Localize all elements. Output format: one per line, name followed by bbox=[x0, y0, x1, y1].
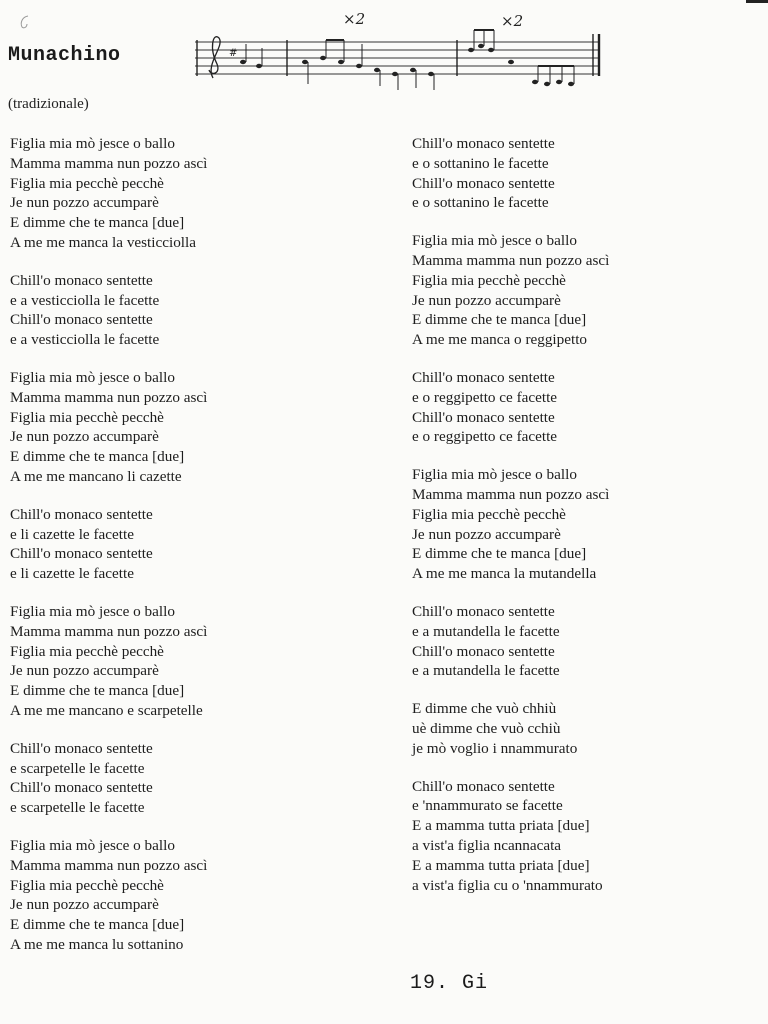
lyric-line: Chill'o monaco sentette bbox=[412, 174, 555, 192]
lyric-line: Chill'o monaco sentette bbox=[412, 135, 555, 152]
repeat-mark: ×2 bbox=[501, 12, 524, 30]
lyric-line: Mamma mamma nun pozzo ascì bbox=[412, 485, 610, 503]
lyric-line: e scarpetelle le facette bbox=[10, 759, 145, 777]
lyric-line: E dimme che te manca [due] bbox=[412, 311, 587, 329]
lyric-line: Je nun pozzo accumparè bbox=[10, 194, 159, 212]
lyric-line: e a vesticciolla le facette bbox=[10, 331, 160, 349]
lyric-line: e o reggipetto ce facette bbox=[412, 388, 558, 406]
lyric-line: Je nun pozzo accumparè bbox=[10, 662, 159, 680]
lyric-line: A me me mancano e scarpetelle bbox=[10, 701, 203, 719]
lyric-line: Figlia mia mò jesce o ballo bbox=[412, 232, 577, 250]
lyric-line: E dimme che te manca [due] bbox=[10, 916, 185, 934]
lyric-line: Figlia mia pecchè pecchè bbox=[10, 408, 164, 426]
stanza bbox=[10, 602, 380, 721]
lyric-line: Chill'o monaco sentette bbox=[10, 739, 153, 757]
lyric-line: Figlia mia mò jesce o ballo bbox=[10, 135, 175, 152]
lyric-line: e o sottanino le facette bbox=[412, 154, 549, 172]
lyric-line: E a mamma tutta priata [due] bbox=[412, 856, 590, 874]
lyric-line: Chill'o monaco sentette bbox=[10, 779, 153, 797]
stanza bbox=[412, 134, 768, 213]
pencil-mark-icon bbox=[18, 14, 32, 30]
lyric-line: Je nun pozzo accumparè bbox=[10, 428, 159, 446]
lyric-line: je mò voglio i nnammurato bbox=[412, 739, 578, 757]
lyric-line: Figlia mia mò jesce o ballo bbox=[10, 836, 175, 854]
lyric-line: Je nun pozzo accumparè bbox=[412, 291, 561, 309]
lyric-line: E dimme che te manca [due] bbox=[412, 545, 587, 563]
lyric-line: Mamma mamma nun pozzo ascì bbox=[10, 622, 208, 640]
svg-text:#: # bbox=[229, 48, 238, 59]
page-number: 19. Gi bbox=[410, 972, 489, 995]
lyric-line: Chill'o monaco sentette bbox=[412, 642, 555, 660]
lyric-line: e o sottanino le facette bbox=[412, 194, 549, 212]
lyric-line: E dimme che te manca [due] bbox=[10, 682, 185, 700]
lyric-line: e li cazette le facette bbox=[10, 525, 134, 543]
lyric-line: a vist'a figlia ncannacata bbox=[412, 836, 562, 854]
lyric-line: e 'nnammurato se facette bbox=[412, 797, 563, 815]
corner-rule bbox=[746, 0, 768, 3]
lyric-line: A me me manca la mutandella bbox=[412, 565, 597, 583]
lyric-line: Chill'o monaco sentette bbox=[412, 408, 555, 426]
stanza bbox=[412, 231, 768, 350]
lyric-line: Figlia mia pecchè pecchè bbox=[10, 174, 164, 192]
lyric-line: Mamma mamma nun pozzo ascì bbox=[10, 388, 208, 406]
lyric-line: Figlia mia pecchè pecchè bbox=[10, 642, 164, 660]
lyric-line: Chill'o monaco sentette bbox=[412, 777, 555, 795]
lyrics-column-right bbox=[412, 134, 768, 913]
lyric-line: E dimme che te manca [due] bbox=[10, 448, 185, 466]
lyric-line: e o reggipetto ce facette bbox=[412, 428, 558, 446]
lyric-line: Chill'o monaco sentette bbox=[10, 311, 153, 329]
lyric-line: Chill'o monaco sentette bbox=[10, 271, 153, 289]
stanza bbox=[412, 465, 768, 584]
lyric-line: e a vesticciolla le facette bbox=[10, 291, 160, 309]
song-subtitle: (tradizionale) bbox=[8, 96, 89, 112]
lyric-line: Mamma mamma nun pozzo ascì bbox=[412, 251, 610, 269]
lyric-line: A me me mancano li cazette bbox=[10, 467, 182, 485]
stanza bbox=[412, 699, 768, 758]
lyric-line: e li cazette le facette bbox=[10, 565, 134, 583]
lyric-line: e a mutandella le facette bbox=[412, 622, 560, 640]
lyric-line: A me me manca o reggipetto bbox=[412, 331, 588, 349]
music-staff bbox=[195, 4, 615, 100]
lyric-line: Figlia mia mò jesce o ballo bbox=[10, 602, 175, 620]
stanza bbox=[412, 777, 768, 896]
stanza bbox=[10, 836, 380, 955]
lyric-line: Chill'o monaco sentette bbox=[412, 368, 555, 386]
stanza bbox=[10, 739, 380, 818]
lyric-line: Figlia mia mò jesce o ballo bbox=[412, 466, 577, 484]
lyric-line: Chill'o monaco sentette bbox=[412, 602, 555, 620]
lyric-line: Mamma mamma nun pozzo ascì bbox=[10, 154, 208, 172]
lyrics-column-left bbox=[10, 134, 380, 973]
stanza bbox=[10, 134, 380, 253]
lyric-line: Chill'o monaco sentette bbox=[10, 505, 153, 523]
lyric-line: a vist'a figlia cu o 'nnammurato bbox=[412, 876, 603, 894]
stanza bbox=[412, 602, 768, 681]
lyric-line: Chill'o monaco sentette bbox=[10, 545, 153, 563]
stanza bbox=[10, 271, 380, 350]
lyric-line: Je nun pozzo accumparè bbox=[412, 525, 561, 543]
lyric-line: e scarpetelle le facette bbox=[10, 799, 145, 817]
lyric-line: A me me manca lu sottanino bbox=[10, 935, 184, 953]
lyric-line: Figlia mia pecchè pecchè bbox=[412, 505, 566, 523]
stanza bbox=[412, 368, 768, 447]
lyric-line: A me me manca la vesticciolla bbox=[10, 233, 196, 251]
lyric-line: e a mutandella le facette bbox=[412, 662, 560, 680]
stanza bbox=[10, 505, 380, 584]
song-title: Munachino bbox=[8, 44, 121, 67]
lyric-line: E dimme che vuò chhiù bbox=[412, 700, 557, 718]
lyric-line: Figlia mia mò jesce o ballo bbox=[10, 368, 175, 386]
lyric-line: Je nun pozzo accumparè bbox=[10, 896, 159, 914]
lyric-line: Figlia mia pecchè pecchè bbox=[412, 271, 566, 289]
lyric-line: Mamma mamma nun pozzo ascì bbox=[10, 856, 208, 874]
stanza bbox=[10, 368, 380, 487]
lyric-line: Figlia mia pecchè pecchè bbox=[10, 876, 164, 894]
lyric-line: E dimme che te manca [due] bbox=[10, 214, 185, 232]
repeat-mark: ×2 bbox=[343, 10, 366, 28]
lyric-line: E a mamma tutta priata [due] bbox=[412, 817, 590, 835]
lyric-line: uè dimme che vuò cchiù bbox=[412, 719, 561, 737]
